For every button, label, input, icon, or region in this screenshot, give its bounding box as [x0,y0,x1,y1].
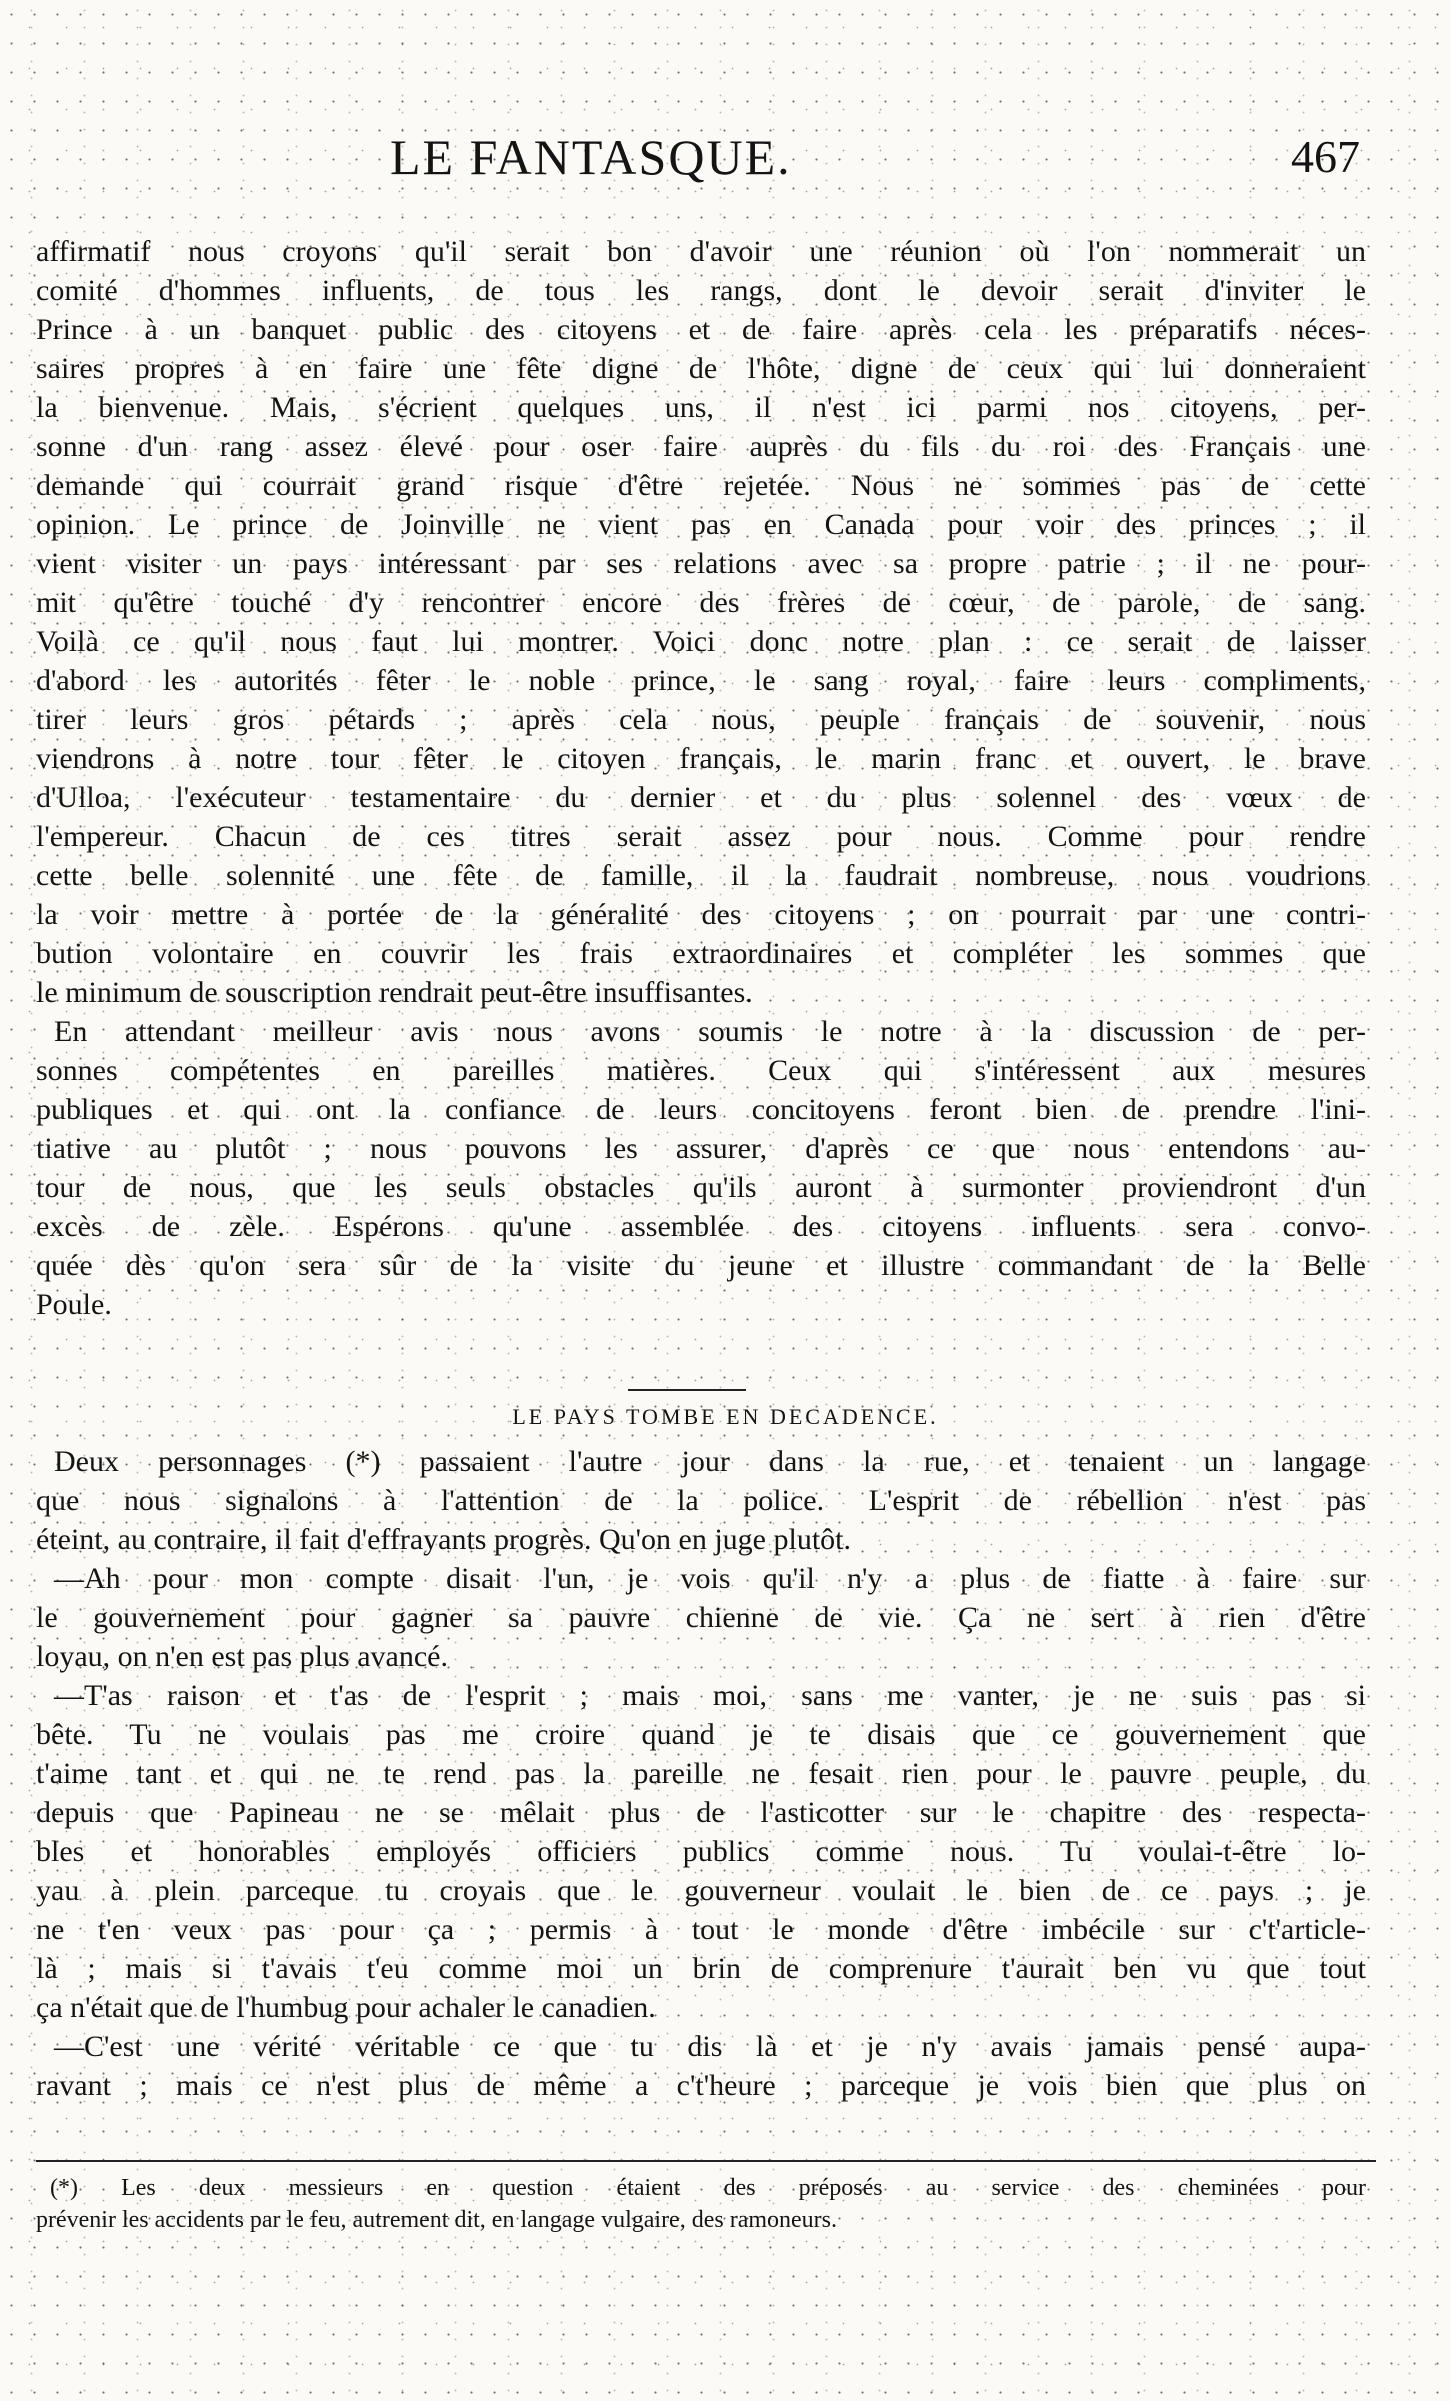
page-header [40,128,1360,198]
section-title: LE PAYS TOMBE EN DECADENCE. [512,1404,939,1429]
text-line: sonnes compétentes en pareilles matières. Ceux qui s'intéressent aux mesures [36,1054,1366,1087]
text-line: ça n'était que de l'humbug pour achaler le canadien. [36,1991,656,2024]
footnote-divider [36,2160,1376,2162]
text-line: Prince à un banquet public des citoyens et de faire après cela les préparatifs néces- [36,313,1366,346]
text-line: depuis que Papineau ne se mêlait plus de l'asticotter sur le chapitre des respecta- [36,1796,1366,1829]
text-line: publiques et qui ont la confiance de leurs concitoyens feront bien de prendre l'ini- [36,1093,1366,1126]
text-line: d'Ulloa, l'exécuteur testamentaire du dernier et du plus solennel des vœux de [36,781,1366,814]
text-line: yau à plein parceque tu croyais que le gouverneur voulait le bien de ce pays ; je [36,1874,1366,1907]
text-line: Deux personnages (*) passaient l'autre jour dans la rue, et tenaient un langage [54,1445,1366,1478]
text-line: bution volontaire en couvrir les frais extraordinaires et compléter les sommes que [36,937,1366,970]
text-line: que nous signalons à l'attention de la police. L'esprit de rébellion n'est pas [36,1484,1366,1517]
text-line: Voilà ce qu'il nous faut lui montrer. Voici donc notre plan : ce serait de laisser [36,625,1366,658]
text-line: Poule. [36,1288,112,1321]
text-line: En attendant meilleur avis nous avons soumis le notre à la discussion de per- [54,1015,1366,1048]
text-line: —C'est une vérité véritable ce que tu dis là et je n'y avais jamais pensé aupa- [54,2030,1366,2063]
text-line: opinion. Le prince de Joinville ne vient pas en Canada pour voir des princes ; il [36,508,1366,541]
text-line: tirer leurs gros pétards ; après cela nous, peuple français de souvenir, nous [36,703,1366,736]
text-line: tour de nous, que les seuls obstacles qu'ils auront à surmonter proviendront d'un [36,1171,1366,1204]
article-body-first [36,232,1366,1324]
text-line: affirmatif nous croyons qu'il serait bon d'avoir une réunion où l'on nommerait un [36,235,1366,268]
running-title: LE FANTASQUE. [390,129,792,185]
text-line: la voir mettre à portée de la généralité des citoyens ; on pourrait par une contri- [36,898,1366,931]
text-line: viendrons à notre tour fêter le citoyen français, le marin franc et ouvert, le brave [36,742,1366,775]
footnote-block [36,2172,1366,2236]
text-line: ne t'en veux pas pour ça ; permis à tout le monde d'être imbécile sur c't'article- [36,1913,1366,1946]
text-line: t'aime tant et qui ne te rend pas la pareille ne fesait rien pour le pauvre peuple, du [36,1757,1366,1790]
text-line: excès de zèle. Espérons qu'une assemblée des citoyens influents sera convo- [36,1210,1366,1243]
text-line: comité d'hommes influents, de tous les rangs, dont le devoir serait d'inviter le [36,274,1366,307]
footnote-line: (*) Les deux messieurs en question étaient des préposés au service des cheminées pour [50,2175,1366,2201]
section-divider [628,1389,746,1391]
text-line: le minimum de souscription rendrait peut-être insuffisantes. [36,976,753,1009]
text-line: d'abord les autorités fêter le noble prince, le sang royal, faire leurs compliments, [36,664,1366,697]
footnote-line: prévenir les accidents par le feu, autrement dit, en langage vulgaire, des ramoneurs. [36,2207,837,2233]
text-line: mit qu'être touché d'y rencontrer encore des frères de cœur, de parole, de sang. [36,586,1366,619]
text-line: ravant ; mais ce n'est plus de même a c't'heure ; parceque je vois bien que plus on [36,2069,1366,2102]
article-body-second [36,1442,1366,2105]
page-number: 467 [1291,131,1360,182]
text-line: éteint, au contraire, il fait d'effrayants progrès. Qu'on en juge plutôt. [36,1523,851,1556]
text-line: bles et honorables employés officiers publics comme nous. Tu voulai-t-être lo- [36,1835,1366,1868]
text-line: là ; mais si t'avais t'eu comme moi un brin de comprenure t'aurait ben vu que tout [36,1952,1366,1985]
text-line: —T'as raison et t'as de l'esprit ; mais moi, sans me vanter, je ne suis pas si [54,1679,1366,1712]
text-line: cette belle solennité une fête de famille, il la faudrait nombreuse, nous voudrions [36,859,1366,892]
text-line: l'empereur. Chacun de ces titres serait assez pour nous. Comme pour rendre [36,820,1366,853]
text-line: quée dès qu'on sera sûr de la visite du jeune et illustre commandant de la Belle [36,1249,1366,1282]
text-line: bête. Tu ne voulais pas me croire quand je te disais que ce gouvernement que [36,1718,1366,1751]
text-line: sonne d'un rang assez élevé pour oser faire auprès du fils du roi des Français une [36,430,1366,463]
text-line: saires propres à en faire une fête digne de l'hôte, digne de ceux qui lui donneraient [36,352,1366,385]
text-line: la bienvenue. Mais, s'écrient quelques uns, il n'est ici parmi nos citoyens, per- [36,391,1366,424]
text-line: vient visiter un pays intéressant par ses relations avec sa propre patrie ; il ne pour- [36,547,1366,580]
text-line: le gouvernement pour gagner sa pauvre chienne de vie. Ça ne sert à rien d'être [36,1601,1366,1634]
text-line: demande qui courrait grand risque d'être rejetée. Nous ne sommes pas de cette [36,469,1366,502]
text-line: loyau, on n'en est pas plus avancé. [36,1640,448,1673]
text-line: tiative au plutôt ; nous pouvons les assurer, d'après ce que nous entendons au- [36,1132,1366,1165]
text-line: —Ah pour mon compte disait l'un, je vois qu'il n'y a plus de fiatte à faire sur [54,1562,1366,1595]
